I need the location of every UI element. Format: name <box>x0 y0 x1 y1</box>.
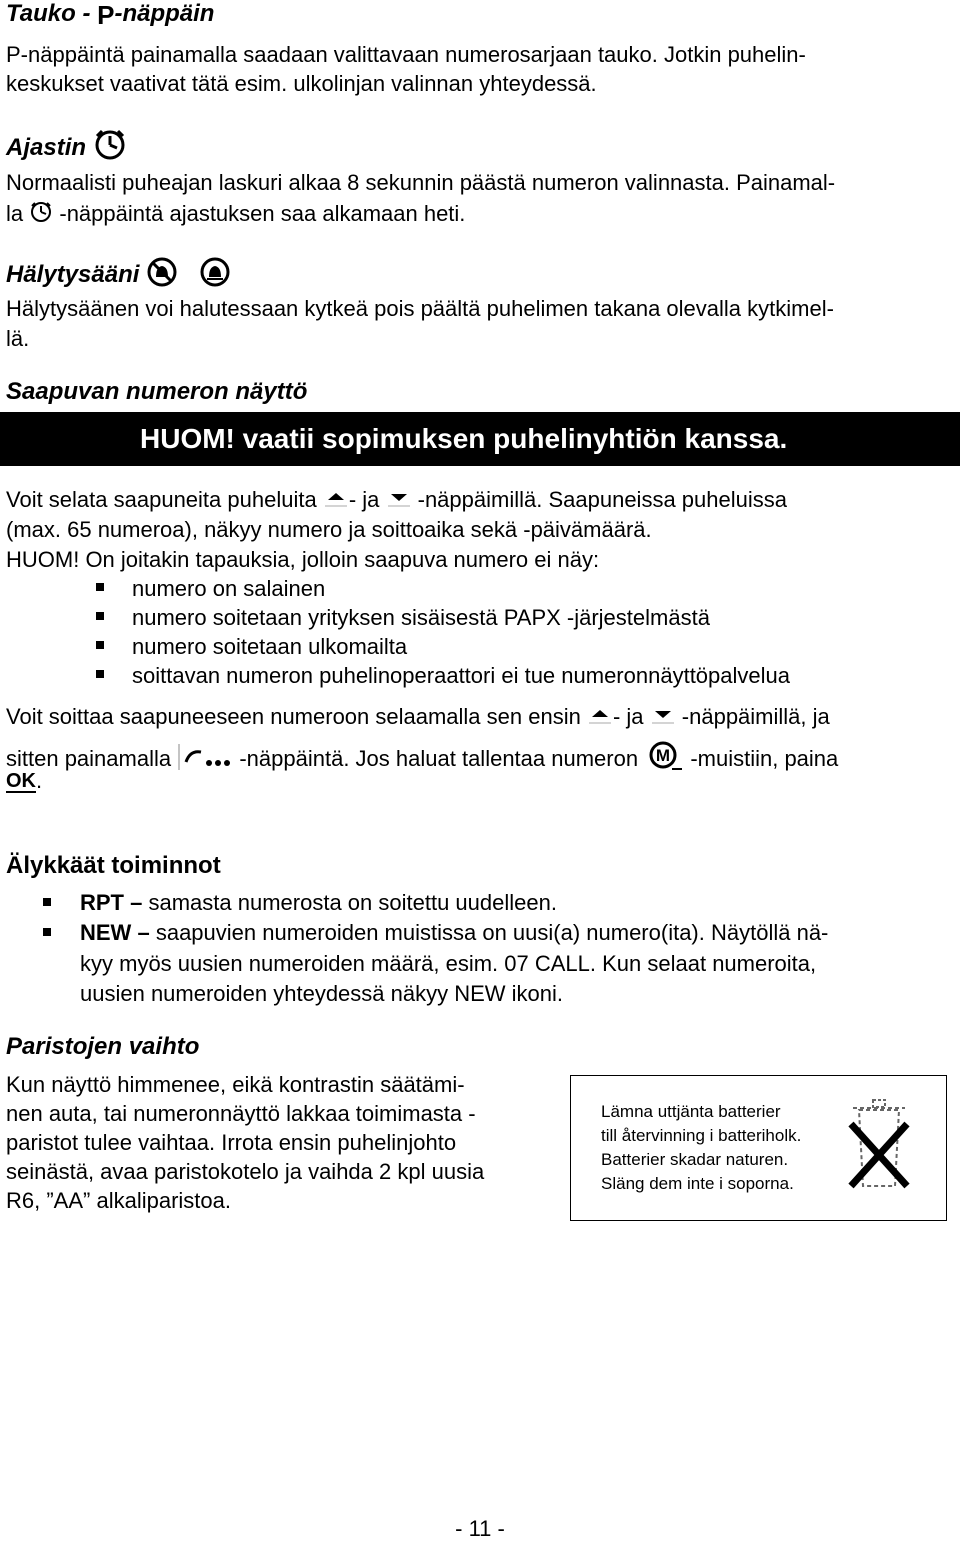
saapuvan-p5b: -näppäintä. Jos haluat tallentaa numeron <box>239 745 639 771</box>
crossed-bin-icon <box>843 1090 915 1205</box>
saapuvan-p1 <box>6 487 787 514</box>
paristot-text-2: nen auta, tai numeronnäyttö lakkaa toimimasta - <box>6 1101 476 1126</box>
notice-text: HUOM! vaatii sopimuksen puhelinyhtiön kanssa. <box>140 423 788 454</box>
new-label: NEW <box>80 920 132 945</box>
recycling-line-1: Lämna uttjänta batterier <box>601 1102 781 1121</box>
recycling-line-4: Släng dem inte i soporna. <box>601 1174 794 1193</box>
bullet-marker <box>43 928 51 936</box>
p-key-glyph: P <box>97 0 115 30</box>
saapuvan-p4c: -näppäimillä, ja <box>681 704 830 729</box>
bullet-marker <box>96 583 104 591</box>
tauko-text-1: P-näppäintä painamalla saadaan valittavaan numerosarjaan tauko. Jotkin puhelin- <box>6 42 806 67</box>
saapuvan-p5 <box>6 741 838 779</box>
clock-icon-small <box>29 200 53 230</box>
saapuvan-p4 <box>6 704 830 731</box>
saapuvan-p3: HUOM! On joitakin tapauksia, jolloin saapuva numero ei näy: <box>6 547 600 572</box>
paristot-text-4: seinästä, avaa paristokotelo ja vaihda 2 kpl uusia <box>6 1159 485 1184</box>
recycling-notice-box <box>570 1075 947 1221</box>
saapuvan-p1c: -näppäimillä. Saapuneissa puheluissa <box>417 487 787 512</box>
ajastin-text-2b: -näppäintä ajastuksen saa alkamaan heti. <box>59 200 466 226</box>
paristot-text-5: R6, ”AA” alkaliparistoa. <box>6 1188 231 1213</box>
clock-icon <box>93 128 127 169</box>
ajastin-heading <box>6 128 127 169</box>
alykkaat-heading: Älykkäät toiminnot <box>6 852 221 879</box>
saapuvan-p4b: - ja <box>612 704 644 729</box>
call-key-icon <box>177 742 233 778</box>
saapuvan-p1a: Voit selata saapuneita puheluita <box>6 487 317 512</box>
ajastin-title: Ajastin <box>6 133 87 161</box>
bullet-marker <box>96 612 104 620</box>
bell-on-icon <box>199 256 231 295</box>
saapuvan-p2: (max. 65 numeroa), näkyy numero ja soittoaika sekä -päivämäärä. <box>6 517 652 542</box>
memory-key-icon <box>644 741 684 779</box>
halytys-text-2: lä. <box>6 326 30 351</box>
list-item: numero soitetaan yrityksen sisäisestä PAPX -järjestelmästä <box>132 605 710 630</box>
arrow-down-icon <box>386 488 412 514</box>
tauko-text-2: keskukset vaativat tätä esim. ulkolinjan valinnan yhteydessä. <box>6 71 597 96</box>
ajastin-text-1: Normaalisti puheajan laskuri alkaa 8 sekunnin päästä numeron valinnasta. Painamal- <box>6 170 836 195</box>
saapuvan-heading: Saapuvan numeron näyttö <box>6 378 308 405</box>
new-dash: – <box>137 920 150 945</box>
arrow-down-icon <box>650 705 676 731</box>
tauko-title-suffix: -näppäin <box>114 0 215 27</box>
bullet-marker <box>96 670 104 678</box>
saapuvan-p1b: - ja <box>348 487 380 512</box>
paristot-heading: Paristojen vaihto <box>6 1033 200 1060</box>
arrow-up-icon <box>323 488 349 514</box>
list-item: numero soitetaan ulkomailta <box>132 634 408 659</box>
paristot-text-3: paristot tulee vaihtaa. Irrota ensin puhelinjohto <box>6 1130 457 1155</box>
paristot-text-1: Kun näyttö himmenee, eikä kontrastin säätämi- <box>6 1072 465 1097</box>
notice-bar <box>0 412 960 466</box>
alykkaat-item-1 <box>80 890 557 916</box>
saapuvan-p4a: Voit soittaa saapuneeseen numeroon selaamalla sen ensin <box>6 704 581 729</box>
saapuvan-p5a: sitten painamalla <box>6 745 172 771</box>
alykkaat-item-2-line-2: kyy myös uusien numeroiden määrä, esim. 07 CALL. Kun selaat numeroita, <box>80 951 817 976</box>
saapuvan-p5c: -muistiin, paina <box>690 745 839 771</box>
bullet-marker <box>96 641 104 649</box>
bell-off-icon <box>146 256 178 295</box>
ajastin-text-2a: la <box>6 200 24 226</box>
rpt-dash: – <box>130 890 143 915</box>
halytys-heading <box>6 256 231 295</box>
ok-key-icon <box>6 771 36 793</box>
alykkaat-item-2-line-3: uusien numeroiden yhteydessä näkyy NEW ikoni. <box>80 981 564 1006</box>
tauko-title-prefix: Tauko - <box>6 0 98 27</box>
saapuvan-p6 <box>6 768 42 794</box>
svg-text:M: M <box>656 746 671 765</box>
halytys-title: Hälytysääni <box>6 260 140 288</box>
list-item: numero on salainen <box>132 576 326 601</box>
recycling-line-2: till återvinning i batteriholk. <box>601 1126 802 1145</box>
halytys-text-1: Hälytysäänen voi halutessaan kytkeä pois päältä puhelimen takana olevalla kytkimel- <box>6 296 834 321</box>
rpt-text: samasta numerosta on soitettu uudelleen. <box>148 890 557 915</box>
saapuvan-p6-end: . <box>36 768 43 793</box>
list-item: soittavan numeron puhelinoperaattori ei tue numeronnäyttöpalvelua <box>132 663 790 688</box>
ok-key-label: OK <box>6 770 36 793</box>
bullet-marker <box>43 898 51 906</box>
alykkaat-item-2 <box>80 920 828 946</box>
recycling-line-3: Batterier skadar naturen. <box>601 1150 789 1169</box>
tauko-heading <box>6 0 214 29</box>
new-text: saapuvien numeroiden muistissa on uusi(a) numero(ita). Näytöllä nä- <box>155 920 829 945</box>
rpt-label: RPT <box>80 890 124 915</box>
ajastin-text-2 <box>6 200 465 230</box>
arrow-up-icon <box>587 705 613 731</box>
page-number: - 11 - <box>455 1516 505 1541</box>
p-key-icon <box>97 1 114 29</box>
